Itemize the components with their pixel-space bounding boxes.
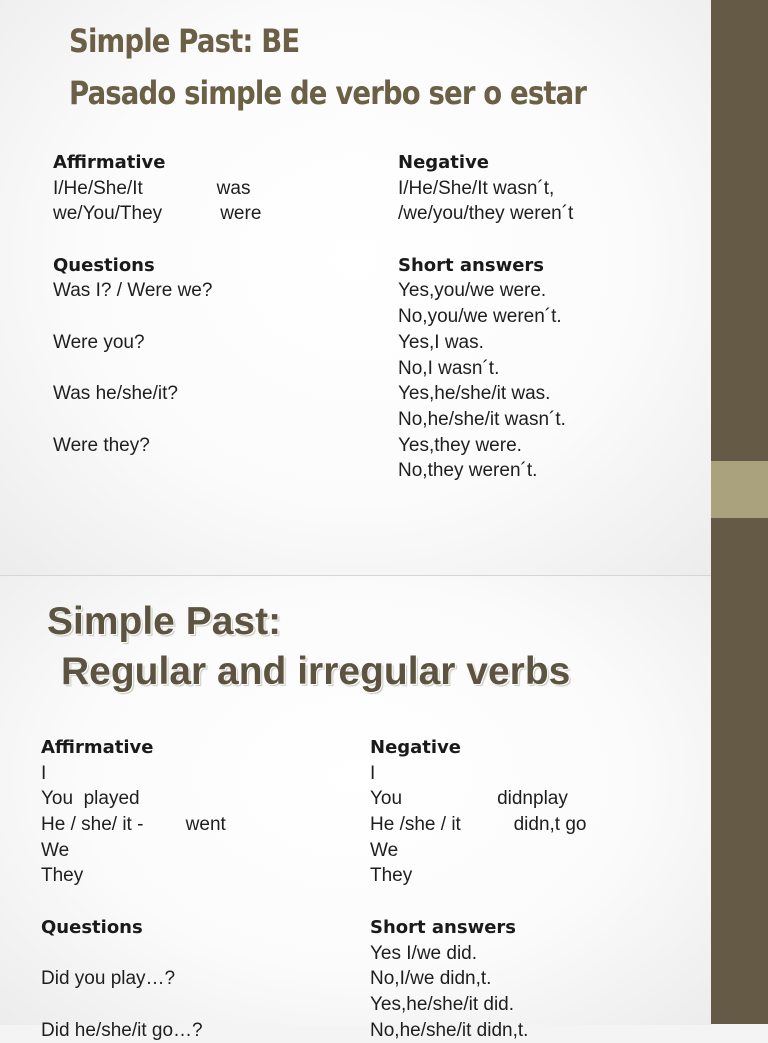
blank-line	[41, 992, 226, 1018]
blank-line	[53, 356, 261, 382]
text-line: I/He/She/It wasn´t,	[398, 177, 555, 199]
text-line: we/You/They were	[53, 203, 262, 225]
text-line: No,I/we didn,t.	[370, 968, 492, 990]
text-line: You played	[41, 788, 140, 810]
affirmative-heading: Affirmative	[53, 152, 166, 173]
blank-line	[53, 227, 261, 253]
blank-line	[370, 889, 587, 915]
text-line: No,you/we weren´t.	[398, 306, 562, 328]
text-line: No,I wasn´t.	[398, 357, 500, 379]
text-line: Yes,they were.	[398, 434, 522, 456]
blank-line	[398, 227, 573, 253]
blank-line	[53, 304, 261, 330]
right-column	[398, 150, 573, 484]
text-line: Was I? / Were we?	[53, 280, 213, 302]
text-line: You didnplay	[370, 788, 568, 810]
text-line: No,he/she/it wasn´t.	[398, 408, 566, 430]
text-line: He /she / it didn,t go	[370, 814, 587, 836]
affirmative-heading: Affirmative	[41, 737, 154, 758]
text-line: I/He/She/It was	[53, 177, 251, 199]
text-line: Yes,he/she/it was.	[398, 383, 551, 405]
questions-heading: Questions	[41, 916, 143, 938]
text-line: /we/you/they weren´t	[398, 203, 574, 225]
text-line: Yes I/we did.	[370, 942, 478, 964]
negative-heading: Negative	[398, 152, 490, 173]
text-line: No,he/she/it didn,t.	[370, 1019, 529, 1041]
text-line: Did you play…?	[41, 968, 176, 990]
blank-line	[53, 407, 261, 433]
negative-heading: Negative	[370, 737, 462, 758]
text-line: No,they weren´t.	[398, 460, 538, 482]
text-line: Yes,he/she/it did.	[370, 993, 515, 1015]
text-line: I	[370, 762, 376, 784]
text-line: Yes,you/we were.	[398, 280, 547, 302]
text-line: We	[41, 839, 70, 861]
text-line: We	[370, 839, 399, 861]
text-line: They	[41, 865, 84, 887]
slide-title-line2: Pasado simple de verbo ser o estar	[69, 74, 587, 112]
text-line: They	[370, 865, 413, 887]
text-line: Were you?	[53, 331, 145, 353]
slide-regular-irregular-verbs	[0, 575, 711, 1041]
questions-heading: Questions	[53, 254, 155, 276]
text-line: Were they?	[53, 434, 150, 456]
right-column	[370, 735, 587, 1043]
text-line: Did he/she/it go…?	[41, 1019, 203, 1041]
slide-title-line1: Simple Past: BE	[69, 22, 300, 60]
short-answers-heading: Short answers	[370, 916, 516, 938]
left-column	[41, 735, 226, 1043]
left-column	[53, 150, 261, 458]
sidebar-accent-block	[711, 461, 768, 518]
blank-line	[41, 889, 226, 915]
short-answers-heading: Short answers	[398, 254, 544, 276]
slide-title-line2: Regular and irregular verbs	[61, 650, 571, 693]
slide-title-line1: Simple Past:	[47, 600, 282, 643]
text-line: Yes,I was.	[398, 331, 484, 353]
text-line: I	[41, 762, 47, 784]
blank-line	[41, 941, 226, 967]
text-line: He / she/ it - went	[41, 814, 226, 836]
text-line: Was he/she/it?	[53, 383, 178, 405]
